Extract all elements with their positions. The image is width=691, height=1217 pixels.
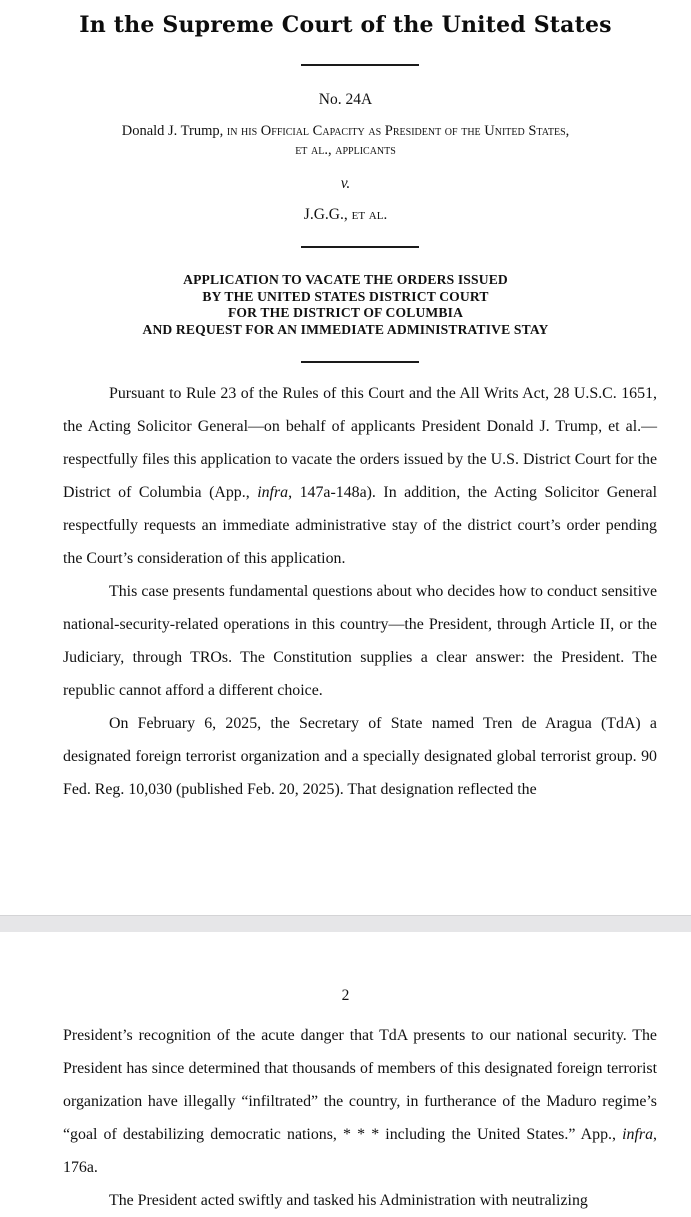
paragraph: On February 6, 2025, the Secretary of State named Tren de Aragua (TdA) a designated foreign terrorist organization and a specially designated global terrorist group. 90 Fed. Reg. 10,030 (published Feb. 20, 2025). That designation reflected the — [63, 715, 657, 798]
application-title-line: AND REQUEST FOR AN IMMEDIATE ADMINISTRATIVE STAY — [142, 321, 549, 337]
paragraph: The President acted swiftly and tasked his Administration with neutralizing — [109, 1192, 588, 1209]
respondent-caption — [40, 205, 651, 225]
applicants-capacity: in his Official Capacity as President of the United States, — [226, 123, 570, 139]
paragraph-text: President’s recognition of the acute danger that TdA presents to our national security. The President has since determined that thousands of members of this designated foreign terrorist organization have illegally “infiltrated” the country, in furtherance of the Maduro regime’s “goal of destabilizing democratic nations, * * * including the United States.” App., — [63, 1027, 657, 1143]
paragraph-text: , 147a-148a). In addition, the Acting Solicitor General respectfully requests an immediate administrative stay of the district court’s order pending the Court’s consideration of this application. — [63, 484, 657, 567]
applicants-name: Donald J. Trump, — [121, 123, 224, 139]
respondent-etal: et al. — [351, 207, 388, 223]
applicants-etal: et al., applicants — [295, 142, 396, 158]
divider-rule — [301, 64, 419, 66]
divider-rule — [301, 361, 419, 363]
divider-rule — [301, 246, 419, 248]
application-title — [40, 272, 651, 338]
paragraph-italic: infra — [622, 1126, 654, 1143]
application-title-line: APPLICATION TO VACATE THE ORDERS ISSUED — [183, 272, 508, 287]
paragraph — [63, 1019, 657, 1184]
page-1-body — [63, 377, 657, 806]
respondent-name: J.G.G., — [303, 206, 348, 223]
page-2-body — [63, 1019, 657, 1217]
page-separator — [0, 915, 691, 933]
page-number: 2 — [341, 987, 350, 1004]
court-title: In the Supreme Court of the United States — [79, 12, 612, 38]
paragraph — [63, 377, 657, 575]
paragraph-italic: infra — [257, 484, 289, 501]
paragraph: This case presents fundamental questions about who decides how to conduct sensitive national-security-related operations in this country—the President, through Article II, or the Judiciary, through TROs. The Constitution supplies a clear answer: the President. The republic cannot afford a different choice. — [63, 583, 657, 699]
application-title-line: BY THE UNITED STATES DISTRICT COURT — [202, 288, 489, 304]
paragraph-text: Pursuant to Rule 23 of the Rules of this Court and the All Writs Act, 28 U.S.C. 1651, the Acting Solicitor General—on behalf of applicants President Donald J. Trump, et al.—respectfully files this application to vacate the orders issued by the U.S. District Court for the District of Columbia (App., — [63, 385, 657, 501]
application-title-line: FOR THE DISTRICT OF COLUMBIA — [227, 305, 464, 320]
paragraph-text: , 176a. — [63, 1126, 657, 1176]
case-number: No. 24A — [318, 91, 373, 108]
document-page-2 — [0, 932, 691, 1209]
applicants-caption — [40, 122, 651, 160]
versus-label: v. — [340, 175, 351, 192]
